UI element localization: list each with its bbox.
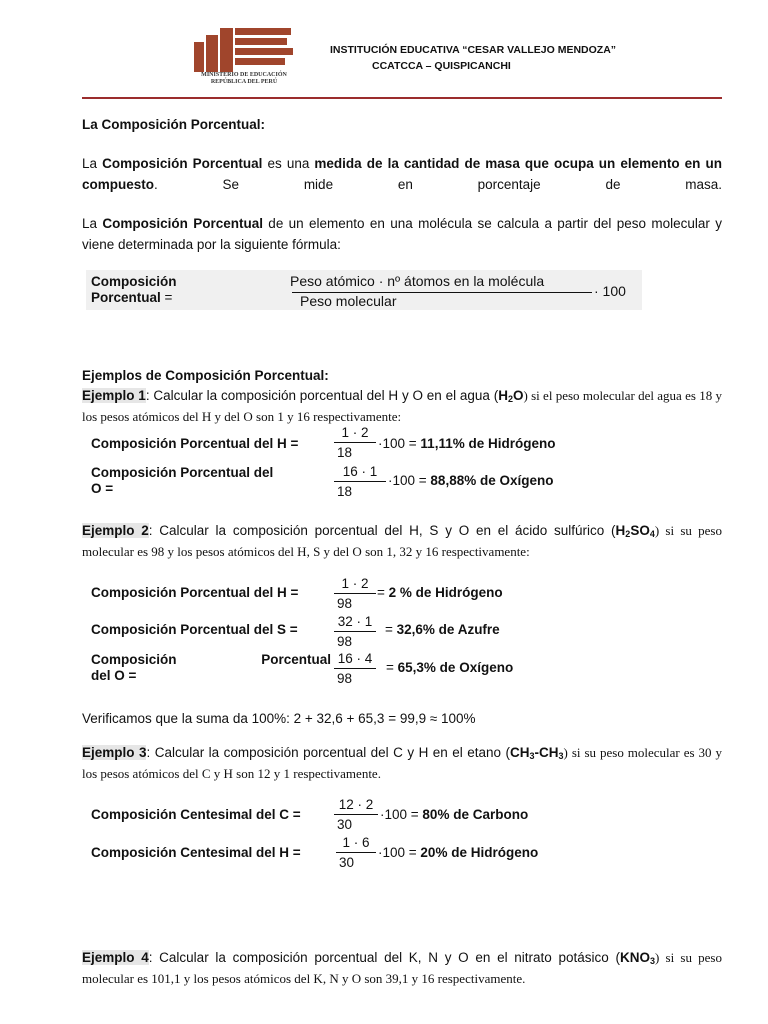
ex2-s-label: Composición Porcentual del S =	[91, 622, 298, 637]
example-1-formula: $H_2O$	[498, 388, 524, 404]
example-2-label: Ejemplo 2	[82, 523, 149, 538]
ex1-o-fraction	[334, 464, 386, 500]
example-1-label: Ejemplo 1	[82, 388, 146, 403]
intro1-text-a: La	[82, 156, 103, 171]
example-2-text-2: ) si su peso molecular es 98 y los pesos atómicos del H, S y del O son 1, 32 y 16 respectivamente:	[82, 523, 722, 559]
intro1-term: Composición Porcentual	[102, 156, 263, 171]
page-title: La Composición Porcentual:	[82, 117, 266, 132]
ex2-o-fraction	[334, 651, 376, 687]
ex1-h-denominator: 18	[337, 445, 353, 460]
ex2-s-fraction	[334, 614, 376, 650]
formula-label-line1: Composición	[91, 274, 177, 289]
example-2-formula: $H_2SO_4$	[615, 523, 655, 539]
ex3-c-label: Composición Centesimal del C =	[91, 807, 301, 822]
intro2-text-c: de un elemento en una molécula se calcula a partir del peso molecular y viene determinada por la siguiente fórmula:	[82, 216, 722, 252]
intro1-text-e: . Se mide en porcentaje de masa.	[154, 177, 722, 192]
intro1-definition: medida de la cantidad de masa que ocupa un elemento en un compuesto	[82, 156, 722, 192]
ex2-h-numerator: 1 · 2	[341, 576, 369, 591]
institution-name: INSTITUCIÓN EDUCATIVA “CESAR VALLEJO MENDOZA”	[330, 44, 617, 56]
example-3-formula: $CH_3-CH_3$	[510, 745, 564, 761]
intro2-text-a: La	[82, 216, 103, 231]
example-3-label: Ejemplo 3	[82, 745, 147, 760]
formula-denominator: Peso molecular	[300, 293, 397, 309]
ex1-h-numerator: 1 · 2	[341, 425, 369, 440]
formula-factor: · 100	[594, 283, 626, 299]
ex1-o-result: ·100 = 88,88% de Oxígeno	[388, 473, 554, 488]
ex3-c-result: ·100 = 80% de Carbono	[380, 807, 529, 822]
example-4-formula: $KNO_3$	[619, 950, 655, 966]
ex3-h-label: Composición Centesimal del H =	[91, 845, 301, 860]
example-4-text-1: : Calcular la composición porcentual del K, N y O en el nitrato potásico (	[148, 950, 620, 965]
example-4-text-2: ) si su peso molecular es 101,1 y los pesos atómicos del K, N y O son 39,1 y 16 respectivamente.	[82, 950, 722, 986]
formula-numerator: Peso atómico · nº átomos en la molécula	[290, 273, 545, 289]
ex1-o-denominator: 18	[337, 484, 353, 499]
ex2-o-numerator: 16 · 4	[337, 651, 373, 666]
ministry-text: MINISTERIO DE EDUCACIÓN REPÚBLICA DEL PERÚ	[201, 72, 287, 85]
header-rule	[82, 97, 722, 99]
ex2-h-label: Composición Porcentual del H =	[91, 585, 299, 600]
formula-box	[86, 270, 642, 310]
example-2-statement	[82, 520, 722, 562]
ex2-s-numerator: 32 · 1	[337, 614, 373, 629]
ex2-o-label: Composición Porcentual del O =	[91, 652, 331, 683]
example-2-text-1: : Calcular la composición porcentual del H, S y O en el ácido sulfúrico (	[148, 523, 616, 538]
example-3-text-1: : Calcular la composición porcentual del C y H en el etano (	[146, 745, 510, 760]
ex1-h-fraction	[334, 425, 376, 461]
ex3-c-denominator: 30	[337, 817, 353, 832]
formula-label	[91, 274, 177, 306]
examples-title: Ejemplos de Composición Porcentual:	[82, 368, 329, 383]
institution-location: CCATCCA – QUISPICANCHI	[372, 60, 511, 72]
intro-paragraph-2	[82, 213, 722, 255]
ex1-h-label: Composición Porcentual del H =	[91, 436, 299, 451]
ex3-h-numerator: 1 · 6	[342, 835, 370, 850]
ex2-s-denominator: 98	[337, 634, 353, 649]
example-1-text-1: : Calcular la composición porcentual del H y O en el agua (	[145, 388, 499, 403]
ex3-h-fraction	[336, 835, 376, 871]
ex2-h-result: = 2 % de Hidrógeno	[377, 585, 503, 600]
ex2-o-result: = 65,3% de Oxígeno	[386, 660, 514, 675]
ex3-c-fraction	[334, 797, 378, 833]
intro1-text-c: es una	[262, 156, 315, 171]
ministry-logo-icon	[192, 24, 296, 72]
example-3-text-2: ) si su peso molecular es 30 y los pesos atómicos del C y H son 12 y 1 respectivamente.	[82, 745, 722, 781]
ex1-h-result: ·100 = 11,11% de Hidrógeno	[378, 436, 556, 451]
example-3-statement	[82, 742, 722, 784]
ex3-h-result: ·100 = 20% de Hidrógeno	[378, 845, 539, 860]
example-1-text-2: ) si el peso molecular del agua es 18 y los pesos atómicos del H y del O son 1 y 16 respectivamente:	[82, 388, 722, 424]
ex1-o-numerator: 16 · 1	[342, 464, 378, 479]
ex2-h-fraction	[334, 576, 376, 612]
ex1-o-label: Composición Porcentual del O =	[91, 465, 274, 496]
formula-equals: =	[160, 290, 173, 305]
intro-paragraph-1	[82, 153, 722, 195]
ex2-h-denominator: 98	[337, 596, 353, 611]
example-4-label: Ejemplo 4	[82, 950, 149, 965]
ex2-verification: Verificamos que la suma da 100%: 2 + 32,6 + 65,3 = 99,9 ≈ 100%	[82, 711, 476, 726]
ministry-logo	[192, 24, 296, 100]
ex2-s-result: = 32,6% de Azufre	[385, 622, 500, 637]
example-4-statement	[82, 947, 722, 989]
ex3-h-denominator: 30	[339, 855, 355, 870]
ex3-c-numerator: 12 · 2	[338, 797, 374, 812]
example-1-statement	[82, 385, 722, 427]
formula-label-line2: Porcentual	[91, 290, 161, 305]
intro2-term: Composición Porcentual	[102, 216, 263, 231]
ex2-o-denominator: 98	[337, 671, 353, 686]
